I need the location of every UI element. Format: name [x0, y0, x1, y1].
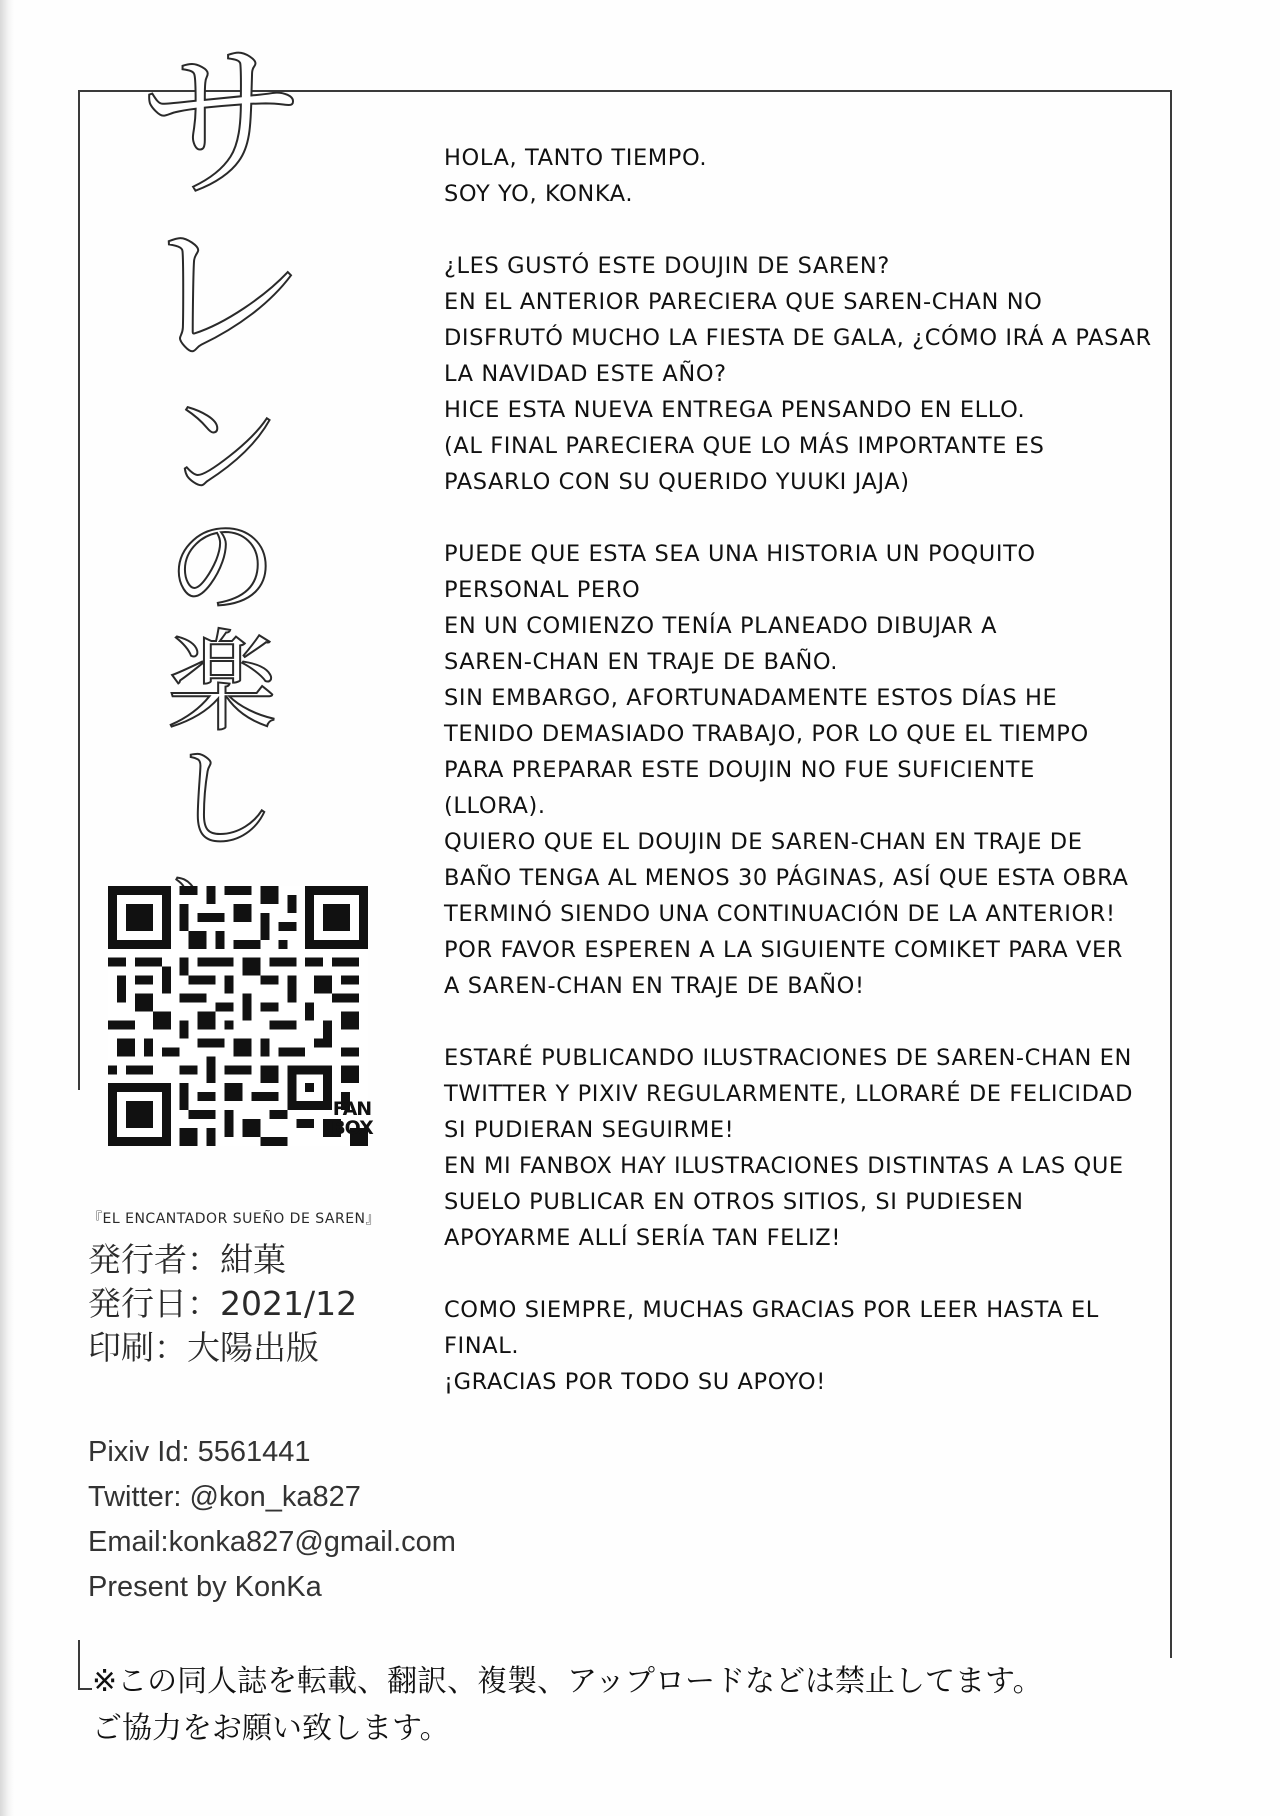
title-char: サ [136, 26, 307, 224]
message-line: DISFRUTÓ MUCHO LA FIESTA DE GALA, ¿CÓMO IRÁ A PASAR [444, 325, 1152, 351]
message-line: SUELO PUBLICAR EN OTROS SITIOS, SI PUDIESEN [444, 1189, 1024, 1215]
title-char: ン [162, 378, 281, 516]
message-line: APOYARME ALLÍ SERÍA TAN FELIZ! [444, 1225, 841, 1251]
email-address: Email:konka827@gmail.com [88, 1526, 456, 1558]
message-line: (LLORA). [444, 793, 546, 819]
fanbox-label [326, 1100, 378, 1138]
title-char: レ [136, 196, 307, 394]
title-char: し [167, 735, 277, 863]
message-line: FINAL. [444, 1333, 520, 1359]
notice-line: ※この同人誌を転載、翻訳、複製、アップロードなどは禁止してます。 [92, 1664, 1043, 1699]
message-line: PUEDE QUE ESTA SEA UNA HISTORIA UN POQUITO [444, 541, 1036, 567]
message-line: HOLA, TANTO TIEMPO. [444, 145, 708, 171]
message-line: EN MI FANBOX HAY ILUSTRACIONES DISTINTAS A LAS QUE [444, 1153, 1124, 1179]
vertical-title [42, 26, 402, 863]
message-line: TWITTER Y PIXIV REGULARMENTE, LLORARÉ DE FELICIDAD [444, 1081, 1134, 1107]
message-line: TENIDO DEMASIADO TRABAJO, POR LO QUE EL TIEMPO [444, 721, 1089, 747]
message-line: EN UN COMIENZO TENÍA PLANEADO DIBUJAR A [444, 613, 998, 639]
message-line: COMO SIEMPRE, MUCHAS GRACIAS POR LEER HASTA EL [444, 1297, 1099, 1323]
contact-info [88, 1430, 548, 1610]
message-line: EN EL ANTERIOR PARECIERA QUE SAREN-CHAN NO [444, 289, 1043, 315]
pixiv-id: Pixiv Id: 5561441 [88, 1436, 311, 1468]
message-line: SI PUDIERAN SEGUIRME! [444, 1117, 735, 1143]
message-paragraph [444, 1292, 1164, 1400]
message-paragraph [444, 1040, 1164, 1256]
frame-border-right [1170, 90, 1172, 1690]
message-line: ESTARÉ PUBLICANDO ILUSTRACIONES DE SAREN-CHAN EN [444, 1045, 1132, 1071]
page-edge-shadow [0, 0, 14, 1816]
message-line: PERSONAL PERO [444, 577, 641, 603]
printer-line: 印刷：大陽出版 [88, 1328, 319, 1367]
message-line: ¡GRACIAS POR TODO SU APOYO! [444, 1369, 826, 1395]
message-line: TERMINÓ SIENDO UNA CONTINUACIÓN DE LA ANTERIOR! [444, 901, 1116, 927]
fanbox-label-line: BOX [331, 1117, 373, 1139]
message-line: QUIERO QUE EL DOUJIN DE SAREN-CHAN EN TRAJE DE [444, 829, 1083, 855]
message-line: SOY YO, KONKA. [444, 181, 634, 207]
afterword-message [444, 140, 1164, 1400]
copyright-notice [92, 1658, 1198, 1752]
message-paragraph [444, 248, 1164, 500]
fanbox-label-line: FAN [332, 1098, 372, 1120]
title-char: 楽 [167, 619, 277, 747]
message-line: POR FAVOR ESPEREN A LA SIGUIENTE COMIKET PARA VER [444, 937, 1124, 963]
twitter-handle: Twitter: @kon_ka827 [88, 1481, 361, 1513]
message-line: SIN EMBARGO, AFORTUNADAMENTE ESTOS DÍAS HE [444, 685, 1058, 711]
publish-date-line: 発行日：2021/12 [88, 1284, 358, 1323]
message-line: HICE ESTA NUEVA ENTREGA PENSANDO EN ELLO. [444, 397, 1026, 423]
publisher-line: 発行者：紺菓 [88, 1240, 286, 1279]
notice-line: ご協力をお願い致します。 [92, 1711, 450, 1746]
title-char: の [167, 503, 277, 631]
frame-border-left-lower [78, 1640, 80, 1690]
author-credit: Present by KonKa [88, 1571, 322, 1603]
message-line: BAÑO TENGA AL MENOS 30 PÁGINAS, ASÍ QUE ESTA OBRA [444, 865, 1129, 891]
message-paragraph [444, 140, 1164, 212]
message-line: A SAREN-CHAN EN TRAJE DE BAÑO! [444, 973, 865, 999]
book-title: 『EL ENCANTADOR SUEÑO DE SAREN』 [88, 1211, 381, 1227]
colophon [88, 1208, 448, 1370]
message-line: (AL FINAL PARECIERA QUE LO MÁS IMPORTANTE ES [444, 433, 1045, 459]
message-line: SAREN-CHAN EN TRAJE DE BAÑO. [444, 649, 839, 675]
message-line: PASARLO CON SU QUERIDO YUUKI JAJA) [444, 469, 910, 495]
message-paragraph [444, 536, 1164, 1004]
message-line: PARA PREPARAR ESTE DOUJIN NO FUE SUFICIENTE [444, 757, 1035, 783]
message-line: LA NAVIDAD ESTE AÑO? [444, 361, 727, 387]
message-line: ¿LES GUSTÓ ESTE DOUJIN DE SAREN? [444, 253, 890, 279]
